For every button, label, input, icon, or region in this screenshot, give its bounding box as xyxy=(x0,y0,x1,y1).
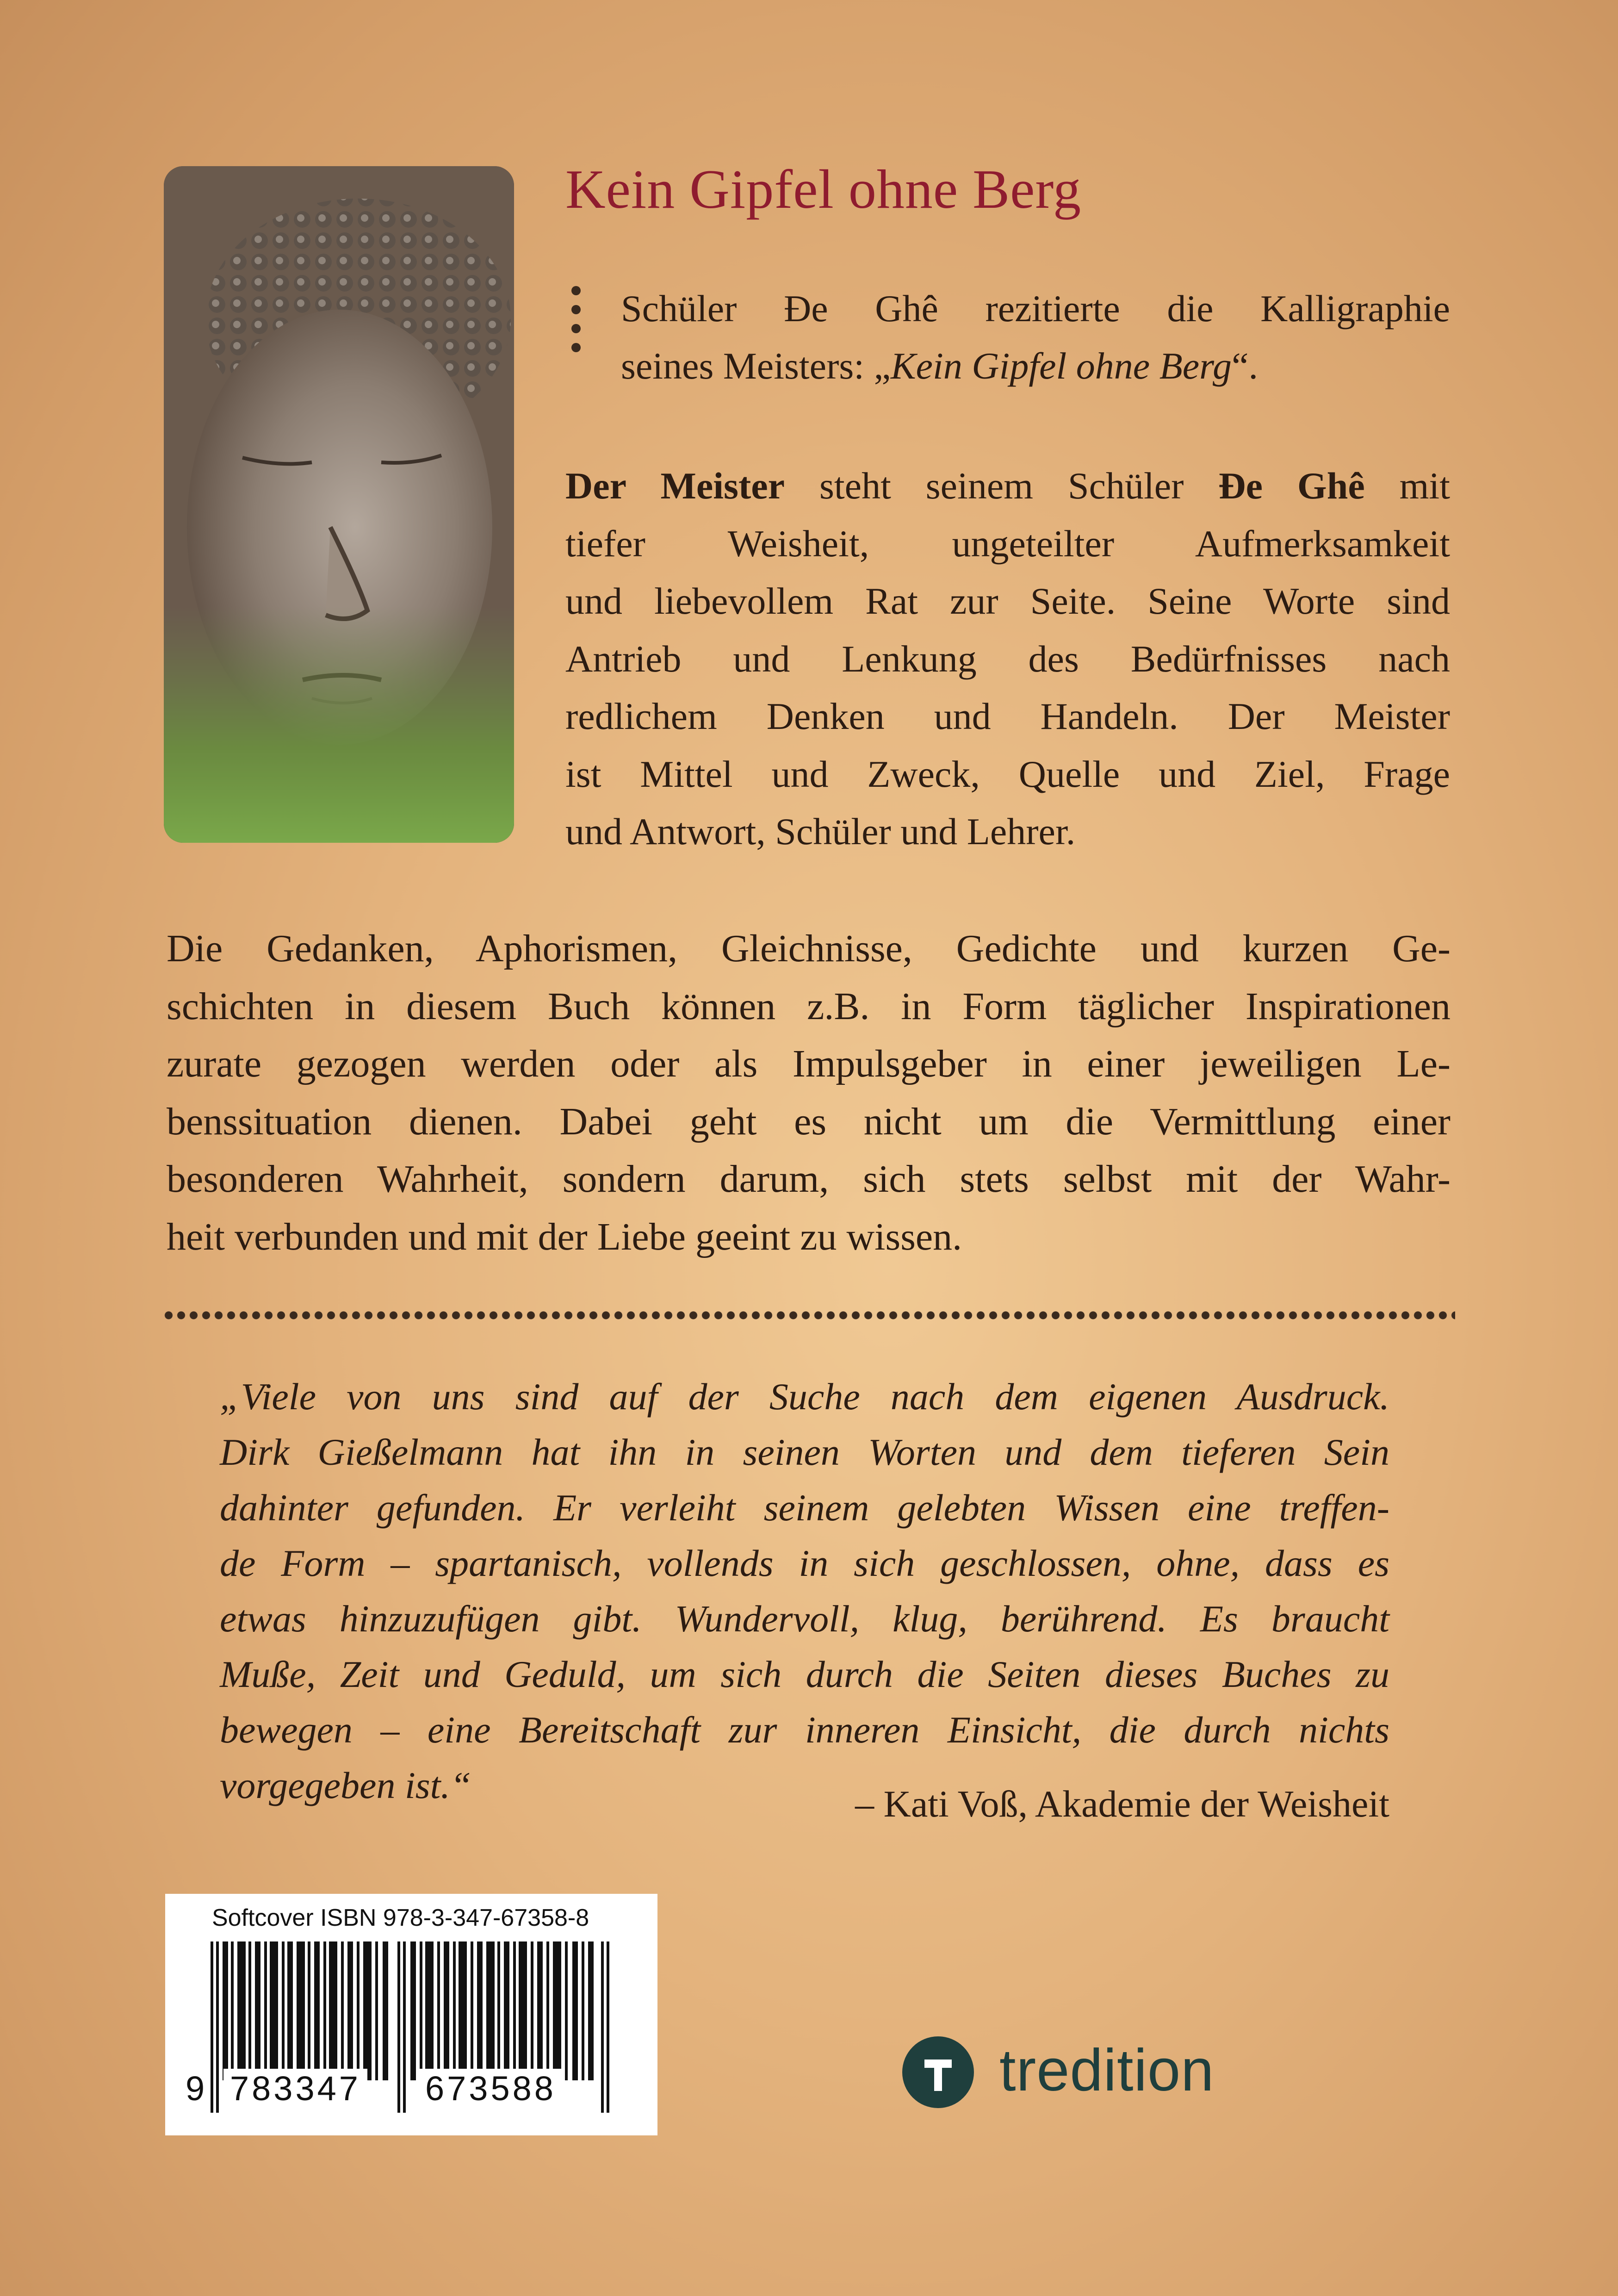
testimonial-line: „Viele von uns sind auf der Suche nach dem eigenen Ausdruck. xyxy=(220,1375,1389,1418)
publisher-name: tredition xyxy=(999,2037,1215,2103)
testimonial-line: Muße, Zeit und Geduld, um sich durch die Seiten dieses Buches zu xyxy=(220,1653,1389,1695)
description-line: zurate gezogen werden oder als Impulsgeber in einer jeweiligen Le- xyxy=(167,1042,1451,1085)
testimonial-line: etwas hinzuzufügen gibt. Wundervoll, klug, berührend. Es braucht xyxy=(220,1598,1389,1640)
intro-line: redlichem Denken und Handeln. Der Meister xyxy=(565,695,1450,737)
intro-line: und liebevollem Rat zur Seite. Seine Worte sind xyxy=(565,580,1450,622)
isbn-label: Softcover ISBN 978-3-347-67358-8 xyxy=(212,1904,589,1931)
testimonial-line: de Form – spartanisch, vollends in sich geschlossen, ohne, dass es xyxy=(220,1542,1389,1584)
testimonial-line: bewegen – eine Bereitschaft zur inneren Einsicht, die durch nichts xyxy=(220,1709,1389,1751)
testimonial-attribution: – Kati Voß, Akademie der Weisheit xyxy=(855,1783,1389,1825)
intro-line: Der Meister steht seinem Schüler Ðe Ghê mit xyxy=(565,465,1450,507)
description-line: besonderen Wahrheit, sondern darum, sich stets selbst mit der Wahr- xyxy=(167,1157,1451,1201)
testimonial-line: dahinter gefunden. Er verleiht seinem gelebten Wissen eine treffen- xyxy=(220,1487,1389,1529)
opening-quote-line: Schüler Ðe Ghê rezitierte die Kalligraphie xyxy=(621,287,1450,330)
barcode-digit-first: 9 xyxy=(183,2069,207,2108)
book-title: Kein Gipfel ohne Berg xyxy=(565,158,1082,220)
barcode-digits-right: 673588 xyxy=(419,2069,563,2108)
intro-line: tiefer Weisheit, ungeteilter Aufmerksamkeit xyxy=(565,522,1450,565)
intro-line: ist Mittel und Zweck, Quelle und Ziel, Frage xyxy=(565,753,1450,795)
testimonial-quote xyxy=(220,1369,1389,1813)
testimonial-line: vorgegeben ist.“ xyxy=(220,1764,471,1806)
intro-paragraph xyxy=(565,457,1450,861)
dotted-separator xyxy=(162,1311,1455,1320)
barcode-digits-left: 783347 xyxy=(223,2069,367,2108)
testimonial-line: Dirk Gießelmann hat ihn in seinen Worten und dem tieferen Sein xyxy=(220,1431,1389,1473)
description-line: heit verbunden und mit der Liebe geeint zu wissen. xyxy=(167,1215,962,1258)
description-paragraph xyxy=(167,920,1451,1266)
opening-quote-line: seines Meisters: „Kein Gipfel ohne Berg“. xyxy=(621,345,1258,387)
t-letter-icon xyxy=(902,2036,974,2108)
opening-quote xyxy=(621,280,1450,395)
description-line: schichten in diesem Buch können z.B. in Form täglicher Inspirationen xyxy=(167,984,1451,1028)
intro-line: Antrieb und Lenkung des Bedürfnisses nach xyxy=(565,637,1450,680)
intro-line: und Antwort, Schüler und Lehrer. xyxy=(565,810,1076,852)
vertical-dots-divider xyxy=(571,286,582,362)
description-line: benssituation dienen. Dabei geht es nicht um die Vermittlung einer xyxy=(167,1100,1451,1143)
buddha-photo xyxy=(164,166,514,843)
description-line: Die Gedanken, Aphorismen, Gleichnisse, Gedichte und kurzen Ge- xyxy=(167,927,1451,970)
